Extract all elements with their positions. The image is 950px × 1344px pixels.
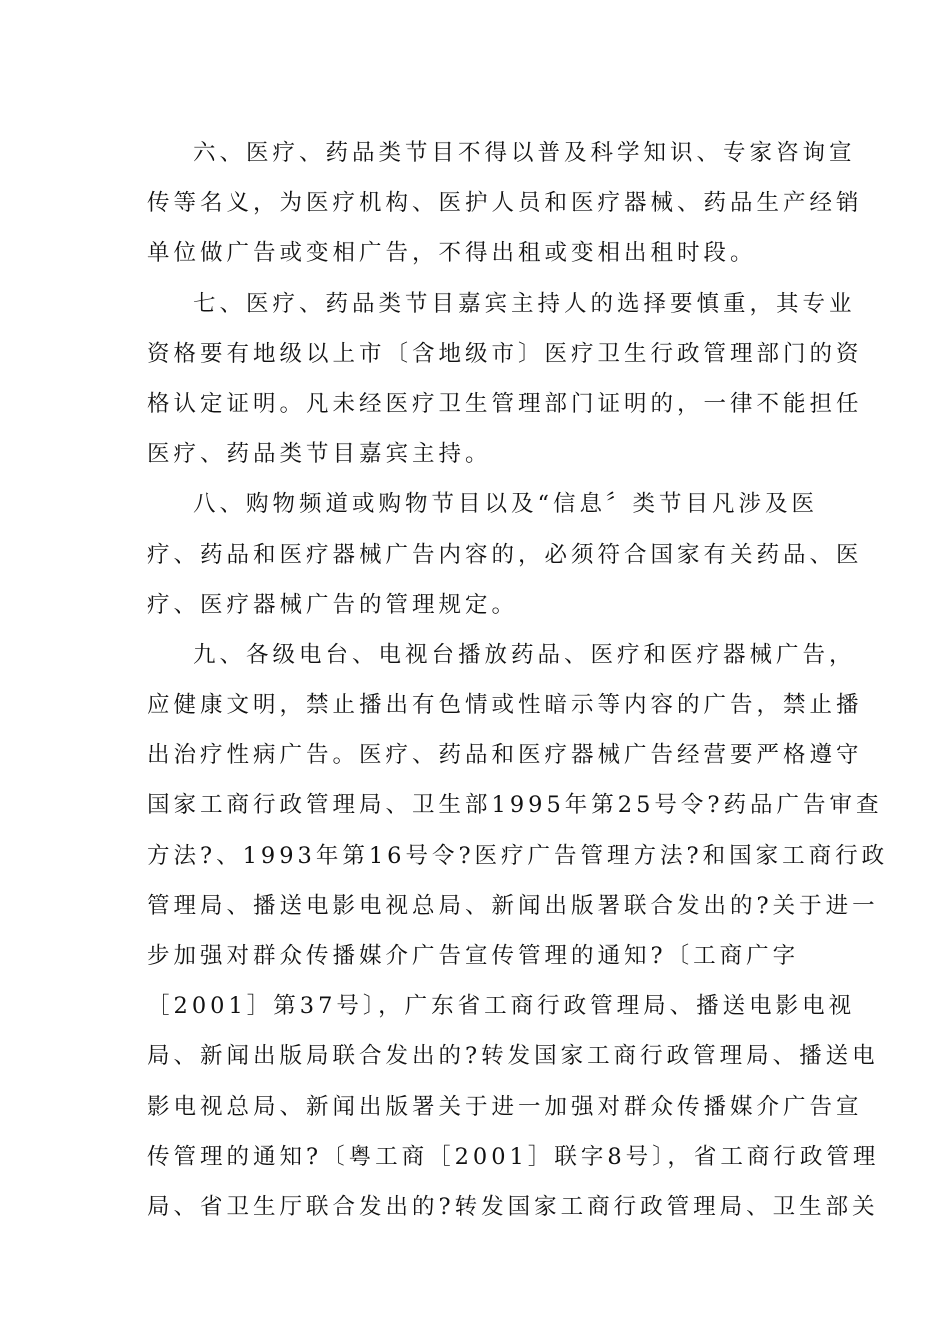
- paragraph-9-line-12: 局、省卫生厅联合发出的?转发国家工商行政管理局、卫生部关: [147, 1193, 879, 1220]
- paragraph-6-line-1: 六、医疗、药品类节目不得以普及科学知识、专家咨询宣: [193, 140, 856, 166]
- paragraph-7-line-1: 七、医疗、药品类节目嘉宾主持人的选择要慎重，其专业: [193, 290, 856, 317]
- paragraph-9-line-5: 方法?、1993年第16号令?医疗广告管理方法?和国家工商行政: [147, 842, 889, 869]
- paragraph-9-line-7: 步加强对群众传播媒介广告宣传管理的通知?〔工商广字: [147, 943, 800, 969]
- paragraph-9-line-2: 应健康文明，禁止播出有色情或性暗示等内容的广告，禁止播: [147, 692, 863, 719]
- document-body: [147, 128, 889, 1232]
- paragraph-7-line-3: 格认定证明。凡未经医疗卫生管理部门证明的，一律不能担任: [147, 390, 863, 417]
- paragraph-9-line-9: 局、新闻出版局联合发出的?转发国家工商行政管理局、播送电: [147, 1043, 879, 1070]
- paragraph-6-line-2: 传等名义，为医疗机构、医护人员和医疗器械、药品生产经销: [147, 190, 863, 217]
- paragraph-7-line-2: 资格要有地级以上市〔含地级市〕医疗卫生行政管理部门的资: [147, 340, 863, 367]
- paragraph-9-line-6: 管理局、播送电影电视总局、新闻出版署联合发出的?关于进一: [147, 892, 879, 919]
- paragraph-6-line-3: 单位做广告或变相广告，不得出租或变相出租时段。: [147, 240, 757, 267]
- paragraph-9-line-1: 九、各级电台、电视台播放药品、医疗和医疗器械广告，: [193, 641, 856, 668]
- paragraph-9-line-11: 传管理的通知?〔粤工商［2001］联字8号〕，省工商行政管理: [147, 1143, 880, 1170]
- paragraph-9-line-4: 国家工商行政管理局、卫生部1995年第25号令?药品广告审查: [147, 792, 883, 819]
- paragraph-8-line-3: 疗、医疗器械广告的管理规定。: [147, 591, 519, 618]
- paragraph-7-line-4: 医疗、药品类节目嘉宾主持。: [147, 441, 492, 468]
- paragraph-9-line-10: 影电视总局、新闻出版署关于进一加强对群众传播媒介广告宣: [147, 1093, 863, 1120]
- paragraph-8-line-2: 疗、药品和医疗器械广告内容的，必须符合国家有关药品、医: [147, 541, 863, 568]
- paragraph-9-line-3: 出治疗性病广告。医疗、药品和医疗器械广告经营要严格遵守: [147, 742, 863, 769]
- paragraph-9-line-8: ［2001］第37号〕，广东省工商行政管理局、播送电影电视: [147, 993, 856, 1020]
- paragraph-8-line-1: 八、购物频道或购物节目以及“信息〞类节目凡涉及医: [193, 491, 819, 518]
